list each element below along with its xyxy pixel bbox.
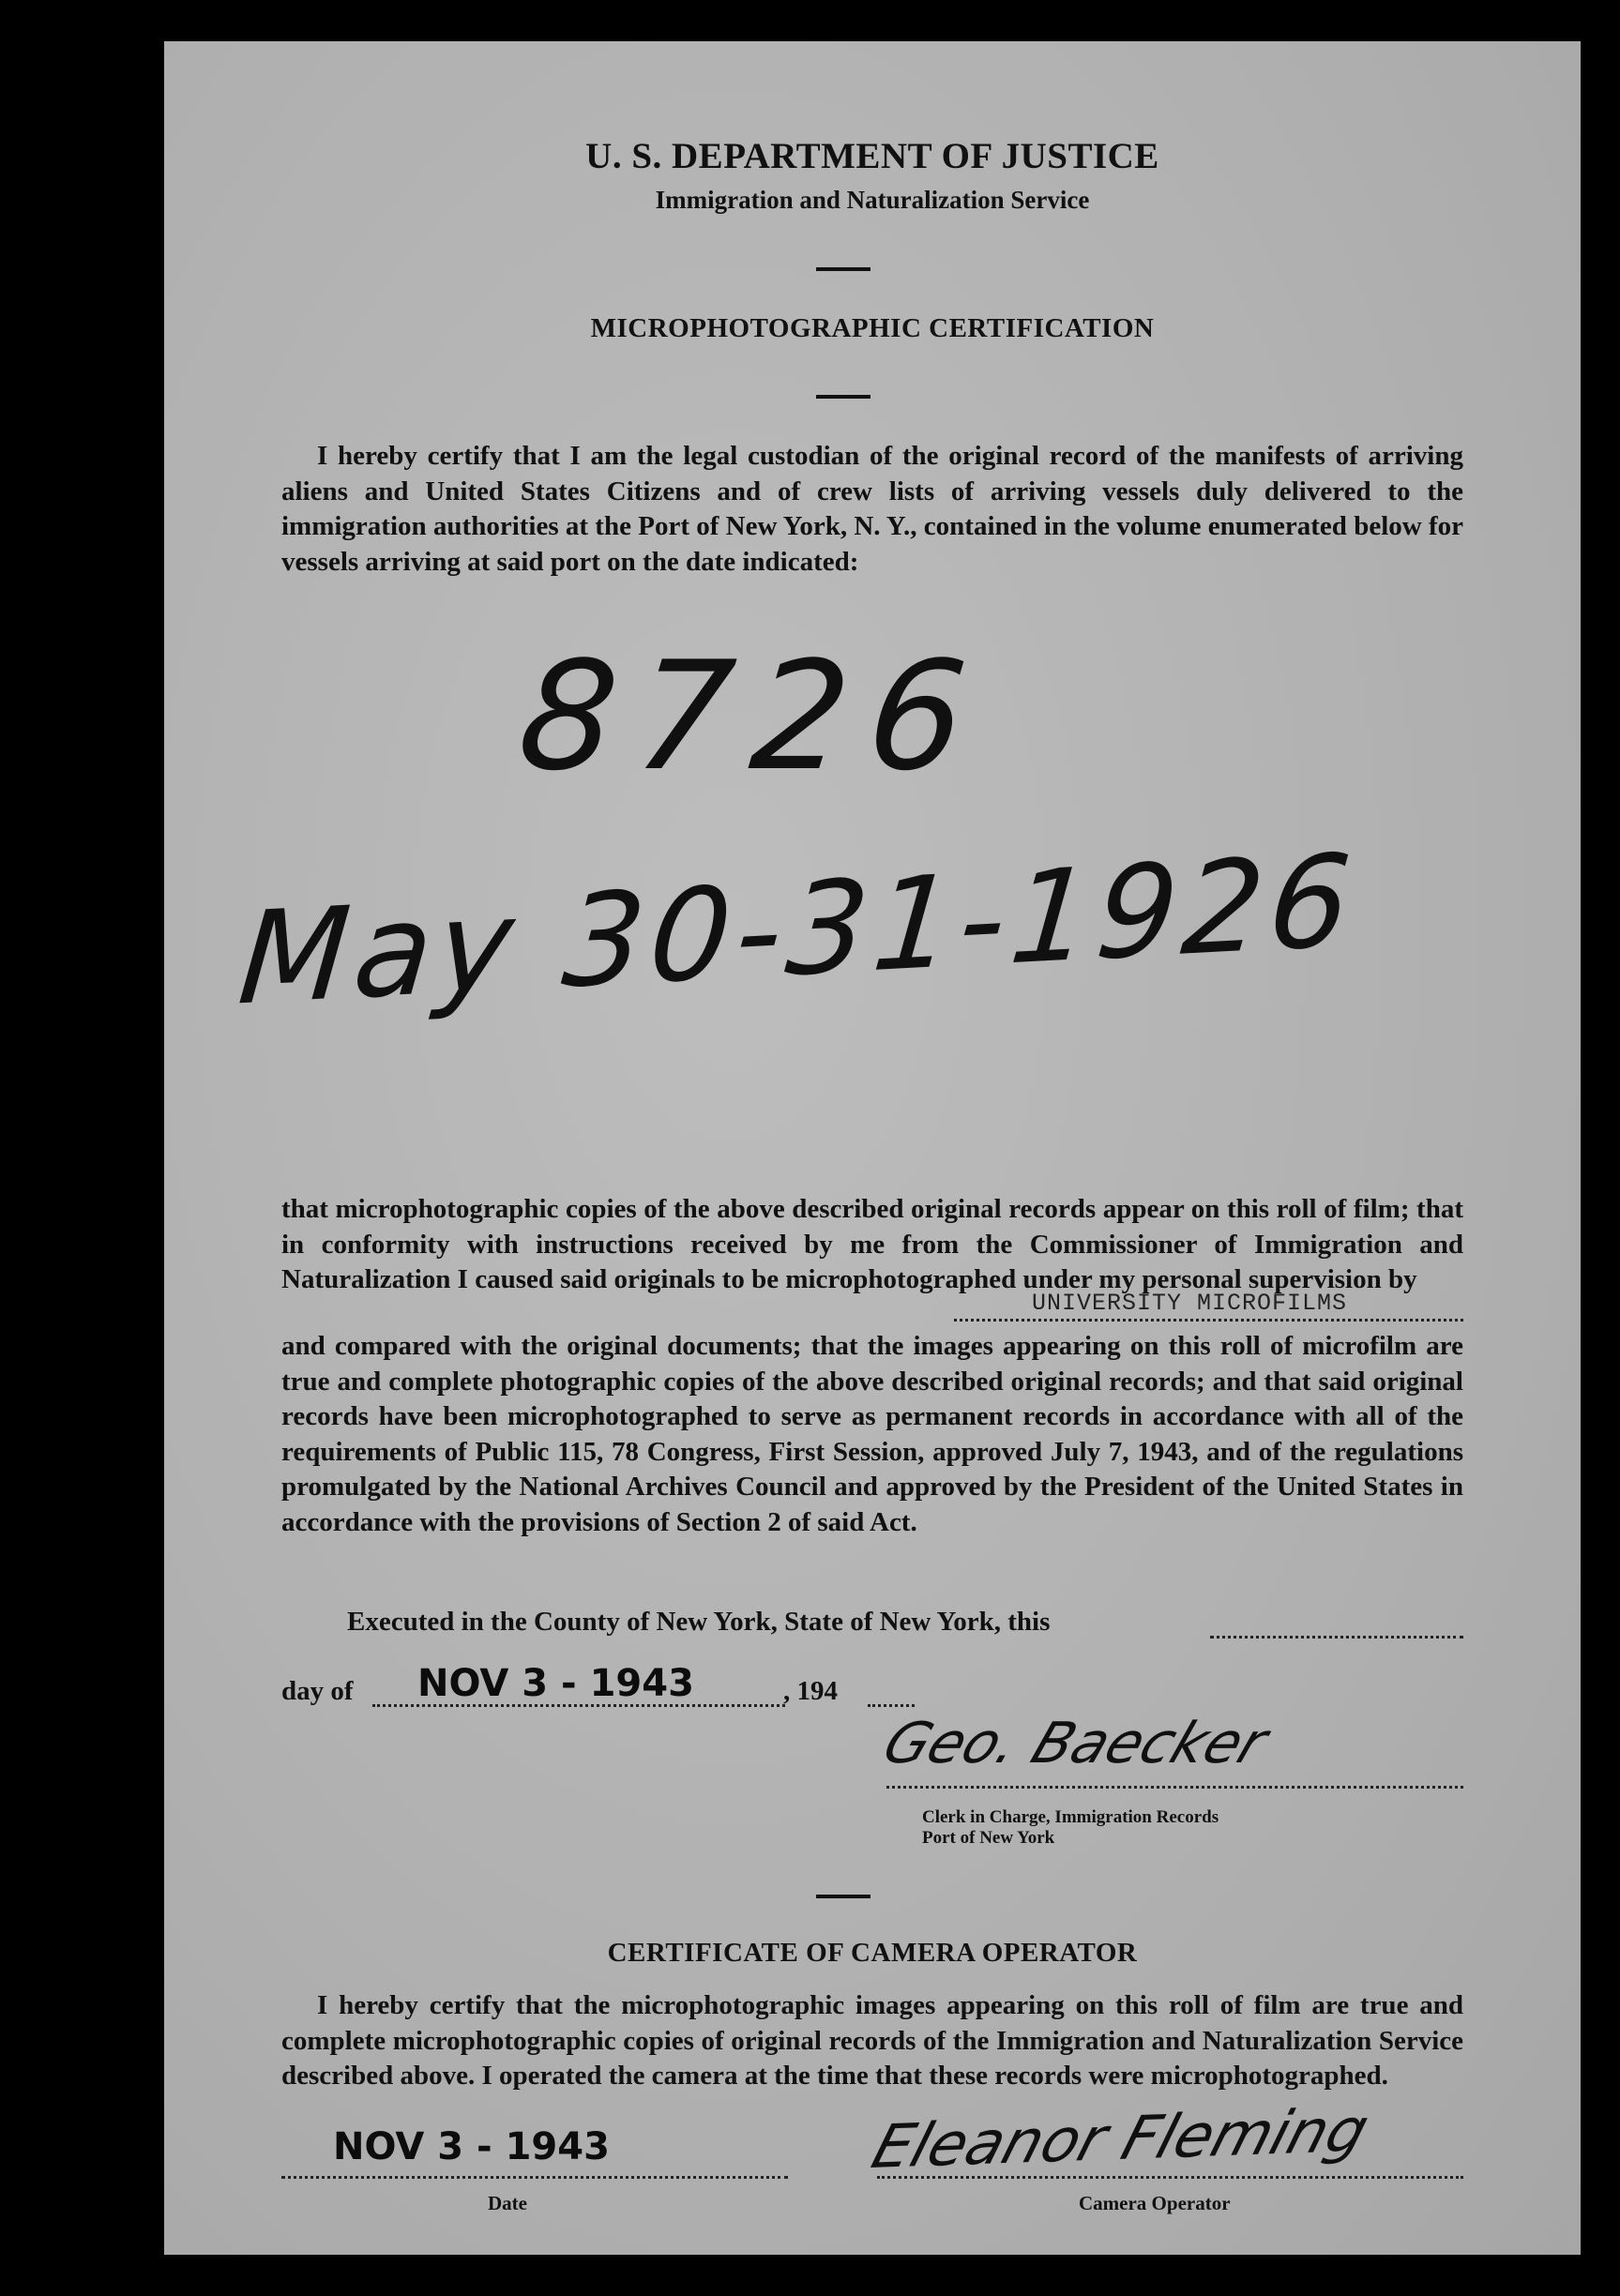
- divider-bottom: [816, 1895, 871, 1898]
- stamp-date-camera: NOV 3 - 1943: [333, 2125, 610, 2168]
- clerk-signature-line: [886, 1786, 1463, 1789]
- clerk-signature: Geo. Baecker: [874, 1711, 1277, 1776]
- handwritten-date-range: May 30-31-1926: [233, 826, 1362, 1034]
- camera-operator-label: Camera Operator: [1079, 2192, 1231, 2214]
- certificate-sheet: [164, 41, 1581, 2255]
- operator-signature-line: [877, 2176, 1463, 2179]
- executed-line: Executed in the County of New York, State of New York, this: [347, 1607, 1051, 1637]
- microfilm-company-typed: UNIVERSITY MICROFILMS: [1032, 1290, 1348, 1317]
- signer-location: Port of New York: [922, 1828, 1055, 1848]
- executed-dotted-line: [1210, 1636, 1463, 1639]
- stamp-date-certification: NOV 3 - 1943: [417, 1662, 694, 1705]
- signer-title: Clerk in Charge, Immigration Records: [922, 1807, 1219, 1827]
- day-of-label: day of: [281, 1676, 354, 1706]
- supervisor-dotted-line: [954, 1319, 1463, 1322]
- intro-paragraph: I hereby certify that I am the legal custodian of the original record of the manifests of arriving aliens and United States Citizens and of crew lists of arriving vessels duly delivered to the immigration authorities at the Port of New York, N. Y., contained in the volume enumerated below for vessels arriving at said port on the date indicated:: [281, 441, 1463, 577]
- camera-operator-heading: CERTIFICATE OF CAMERA OPERATOR: [607, 1938, 1138, 1968]
- department-title: U. S. DEPARTMENT OF JUSTICE: [585, 136, 1159, 176]
- year-dotted-line: [868, 1704, 915, 1707]
- certification-heading: MICROPHOTOGRAPHIC CERTIFICATION: [590, 313, 1155, 343]
- body-paragraph-part2: and compared with the original documents; that the images appearing on this roll of microfilm are true and complete photographic copies of the above described original records; and that said original records have been microphotographed to serve as permanent records in accordance with all of the requirements of Public 115, 78 Congress, First Session, approved July 7, 1943, and of the regulations promulgated by the National Archives Council and approved by the President of the United States in accordance with the provisions of Section 2 of said Act.: [281, 1331, 1463, 1537]
- year-prefix: , 194: [783, 1676, 838, 1706]
- handwritten-volume-number: 8726: [511, 628, 995, 804]
- camera-operator-paragraph: I hereby certify that the microphotographic images appearing on this roll of film are true and complete microphotographic copies of original records of the Immigration and Naturalization Service described above. I operated the camera at the time that these records were microphotographed.: [281, 1990, 1463, 2091]
- date-dotted-line: [281, 2176, 788, 2179]
- divider-top: [816, 267, 871, 271]
- body-paragraph-part1: that microphotographic copies of the above described original records appear on this roll of film; that in conformity with instructions received by me from the Commissioner of Immigration and Naturalization I caused said originals to be microphotographed under my personal supervision by: [281, 1194, 1463, 1294]
- operator-signature: Eleanor Fleming: [864, 2095, 1376, 2183]
- date-label: Date: [488, 2192, 527, 2214]
- service-subtitle: Immigration and Naturalization Service: [655, 186, 1090, 214]
- divider-mid: [816, 395, 871, 399]
